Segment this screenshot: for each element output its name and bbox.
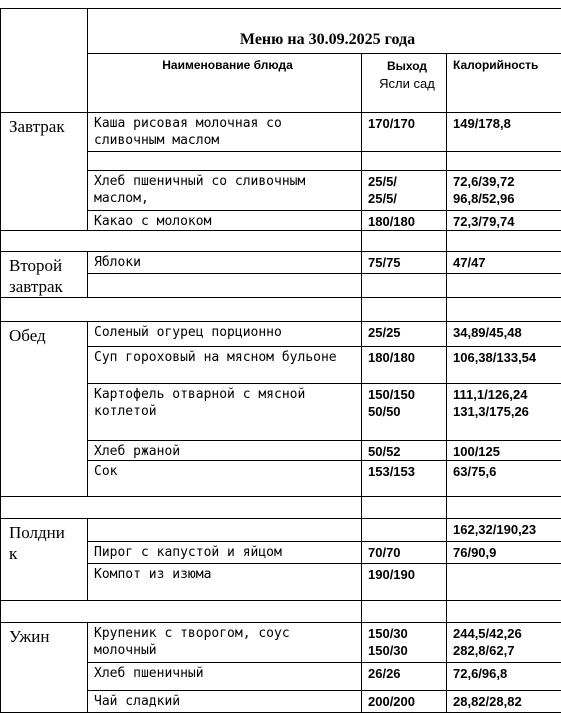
table-row <box>1 663 561 691</box>
dish-name: Сок <box>88 460 362 496</box>
dish-output: 150/30 150/30 <box>362 623 447 663</box>
empty-cell <box>362 274 447 298</box>
dish-calories: 72,6/39,72 96,8/52,96 <box>447 171 561 211</box>
header-dish: Наименование блюда <box>88 54 362 113</box>
empty-cell <box>88 518 362 542</box>
dish-name: Каша рисовая молочная со сливочным маслом <box>88 113 362 152</box>
meal-dinner: Ужин <box>1 623 88 663</box>
meal-continuation <box>1 152 88 171</box>
dish-name: Чай сладкий <box>88 691 362 713</box>
meal-continuation <box>1 460 88 496</box>
meal-continuation <box>1 691 88 713</box>
table-row <box>1 113 561 152</box>
header-output-label: Выход <box>387 59 427 73</box>
empty-cell <box>362 298 447 322</box>
dish-calories: 100/125 <box>447 440 561 460</box>
dish-name: Картофель отварной с мясной котлетой <box>88 383 362 440</box>
table-row <box>1 460 561 496</box>
meal-lunch: Обед <box>1 322 88 347</box>
dish-name: Компот из изюма <box>88 564 362 601</box>
dish-name: Суп гороховый на мясном бульоне <box>88 346 362 383</box>
separator-cell <box>1 298 362 322</box>
meal-continuation <box>1 171 88 211</box>
dish-output: 200/200 <box>362 691 447 713</box>
empty-cell <box>88 274 362 298</box>
header-row <box>1 54 561 113</box>
empty-cell <box>447 152 561 171</box>
dish-output: 70/70 <box>362 542 447 564</box>
table-row <box>1 691 561 713</box>
table-row <box>1 322 561 347</box>
separator-cell <box>1 601 362 623</box>
snack-total-calories: 162,32/190,23 <box>447 518 561 542</box>
dish-calories: 244,5/42,26 282,8/62,7 <box>447 623 561 663</box>
table-row <box>1 623 561 663</box>
dish-calories: 28,82/28,82 <box>447 691 561 713</box>
empty-cell <box>88 152 362 171</box>
dish-calories: 76/90,9 <box>447 542 561 564</box>
separator-row <box>1 601 561 623</box>
empty-cell <box>362 496 447 518</box>
meal-continuation <box>1 564 88 601</box>
dish-output: 25/5/ 25/5/ <box>362 171 447 211</box>
separator-cell <box>1 231 362 252</box>
header-corner <box>1 54 88 113</box>
meal-snack: Полдни к <box>1 518 88 564</box>
dish-calories: 149/178,8 <box>447 113 561 152</box>
meal-continuation <box>1 663 88 691</box>
dish-name: Хлеб пшеничный <box>88 663 362 691</box>
dish-output: 180/180 <box>362 211 447 231</box>
dish-output: 75/75 <box>362 252 447 274</box>
meal-second-breakfast: Второй завтрак <box>1 252 88 298</box>
empty-cell <box>362 152 447 171</box>
separator-row <box>1 298 561 322</box>
header-output <box>362 54 447 113</box>
meal-continuation <box>1 440 88 460</box>
dish-name: Пирог с капустой и яйцом <box>88 542 362 564</box>
dish-calories: 63/75,6 <box>447 460 561 496</box>
dish-output: 26/26 <box>362 663 447 691</box>
empty-cell <box>362 231 447 252</box>
empty-cell <box>447 564 561 601</box>
table-row <box>1 383 561 440</box>
dish-calories: 72,6/96,8 <box>447 663 561 691</box>
table-row <box>1 152 561 171</box>
table-row <box>1 440 561 460</box>
dish-output: 153/153 <box>362 460 447 496</box>
empty-cell <box>447 601 561 623</box>
table-row <box>1 346 561 383</box>
dish-name: Какао с молоком <box>88 211 362 231</box>
dish-name: Хлеб ржаной <box>88 440 362 460</box>
dish-output: 190/190 <box>362 564 447 601</box>
separator-row <box>1 496 561 518</box>
dish-output: 170/170 <box>362 113 447 152</box>
empty-cell <box>362 518 447 542</box>
page-title: Меню на 30.09.2025 года <box>88 9 561 54</box>
table-row <box>1 171 561 211</box>
dish-calories: 72,3/79,74 <box>447 211 561 231</box>
meal-continuation <box>1 211 88 231</box>
dish-calories: 34,89/45,48 <box>447 322 561 347</box>
meal-breakfast: Завтрак <box>1 113 88 152</box>
meal-continuation <box>1 383 88 440</box>
separator-cell <box>1 496 362 518</box>
separator-row <box>1 231 561 252</box>
table-row <box>1 211 561 231</box>
dish-name: Яблоки <box>88 252 362 274</box>
dish-calories: 111,1/126,24 131,3/175,26 <box>447 383 561 440</box>
dish-output: 25/25 <box>362 322 447 347</box>
header-calories: Калорийность <box>447 54 561 113</box>
table-row <box>1 564 561 601</box>
header-output-sub: Ясли сад <box>379 76 435 91</box>
table-row <box>1 518 561 542</box>
corner-cell <box>1 9 88 54</box>
title-row <box>1 9 561 54</box>
dish-output: 50/52 <box>362 440 447 460</box>
empty-cell <box>362 601 447 623</box>
dish-output: 150/150 50/50 <box>362 383 447 440</box>
dish-name: Хлеб пшеничный со сливочным маслом, <box>88 171 362 211</box>
empty-cell <box>447 298 561 322</box>
empty-cell <box>447 274 561 298</box>
dish-calories: 106,38/133,54 <box>447 346 561 383</box>
empty-cell <box>447 496 561 518</box>
dish-calories: 47/47 <box>447 252 561 274</box>
meal-continuation <box>1 346 88 383</box>
table-row <box>1 252 561 274</box>
dish-output: 180/180 <box>362 346 447 383</box>
dish-name: Соленый огурец порционно <box>88 322 362 347</box>
empty-cell <box>447 231 561 252</box>
dish-name: Крупеник с творогом, соус молочный <box>88 623 362 663</box>
menu-table <box>0 8 561 713</box>
